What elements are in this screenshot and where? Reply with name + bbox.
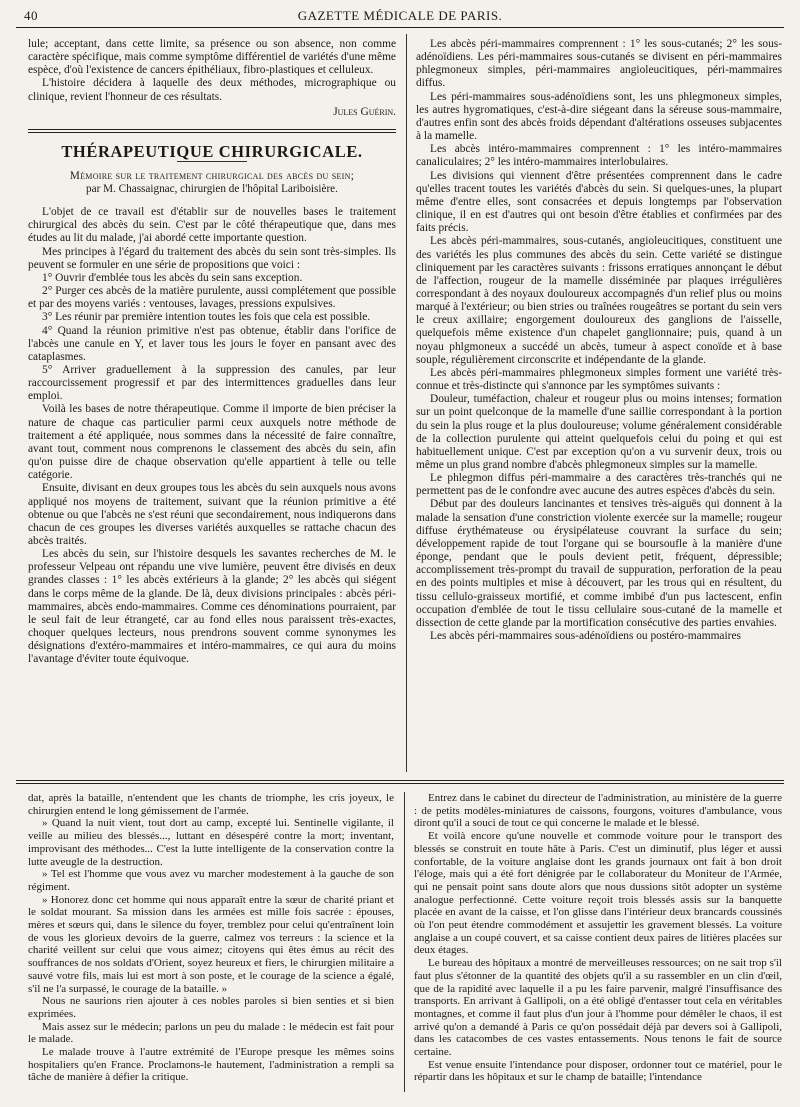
body-paragraph: Les abcès péri-mammaires, sous-cutanés, angioleucitiques, constituent une des variétés les plus communes des abcès du sein. Cette variété se distingue cliniquement par les caractères suivants : frissons erratiques annonçant le début de l'affection, rougeur de la mamelle disséminée par plaques irrégulières correspondant à des noyaux douloureux accompagnés d'un relief plus ou moins marqué à l'extérieur; ou bien stries ou traînées rougeâtres se portant du sein vers le creux axillaire; engorgement douloureux des ganglions de l'aisselle, quelquefois même existence d'un chapelet ganglionnaire; puis, quand à un noyau phlgmoneux a succédé un abcès, tumeur à aspect conoïde et à base souple, régulièrement circonscrite et indépendante de la glande. <box>416 235 782 366</box>
feuilleton-paragraph: » Honorez donc cet homme qui nous apparaît entre la sœur de charité priant et le soldat mourant. Sa mission dans les armées est mille fois sacrée : épouses, mères et sœurs qui, dans le silence du foyer, tremblez pour celui qu'entraînent loin de vous les glorieux devoirs de la guerre, calmez vos terreurs : la science et la charité veillent sur celui que vous aimez; citoyens qui êtes émus au récit des souffrances de nos soldats d'Orient, soyez heureux et fiers, le chirurgien militaire a sauvé votre fils, mais lui est mort à son poste, et le courage de la science a égalé, s'il ne l'a surpassé, le courage de la bataille. » <box>28 893 394 995</box>
body-paragraph: Ensuite, divisant en deux groupes tous les abcès du sein auxquels nous avons appliqué nos moyens de traitement, suivant que la réunion primitive a été obtenue ou que l'abcès ne s'est réuni que secondairement, nous indiquerons dans chacun de ces groupes les diverses variétés auxquelles se rattache chacun des abcès traités. <box>28 482 396 547</box>
feuilleton-paragraph: dat, après la bataille, n'entendent que les chants de triomphe, les cris joyeux, le chirurgien entend le long gémissement de l'armée. <box>28 792 394 817</box>
feuilleton-paragraph: Et voilà encore qu'une nouvelle et commode voiture pour le transport des blessés se construit en toute hâte à Paris. C'est un diminutif, plus léger et aussi confortable, de la voiture anglaise dont les grands journaux ont fait à bon droit l'éloge, mais qui a été fort dénigrée par le collaborateur du Moniteur de l'Armée, qui ne pensait point sans doute alors que nous dussions sitôt adopter un système analogue perfectionné. Cette voiture reçoit trois blessés assis sur la banquette placée en avant de la caisse, et l'on glisse dans l'intérieur deux brancards coussinés où l'on peut étendre commodément et assujettir les gravement blessés. La voiture anglaise a un coupé couvert, et sa caisse contient deux paires de litières placées sur deux étages. <box>414 830 782 957</box>
right-column-top <box>416 38 782 774</box>
feuilleton-rule <box>16 780 784 781</box>
body-paragraph: 4° Quand la réunion primitive n'est pas obtenue, établir dans l'orifice de l'abcès une canule en Y, et laver tous les jours le foyer en pansant avec des cataplasmes. <box>28 324 396 363</box>
section-separator <box>28 129 396 130</box>
author-signature: Jules Guérin. <box>333 105 396 118</box>
body-paragraph: Les abcès du sein, sur l'histoire desquels les savantes recherches de M. le professeur Velpeau ont répandu une vive lumière, peuvent être divisés en deux grandes classes : 1° les abcès extérieurs à la glande; 2° les abcès qui siégent dans le corps même de la glande. De là, deux divisions principales : abcès péri-mammaires, abcès endo-mammaires. Comme ces dénominations pourraient, par le seul fait de leur étrangeté, car au fond elles nous paraissent très-exactes, choquer quelques lecteurs, nous prendrons souvent comme synonymes les désignations d'extéro-mammaires et intéro-mammaires, ce qui aura du moins l'avantage d'éviter toute équivoque. <box>28 548 396 666</box>
column-divider <box>406 34 407 772</box>
journal-title: GAZETTE MÉDICALE DE PARIS. <box>297 8 503 23</box>
page-number: 40 <box>24 8 38 23</box>
body-paragraph: 2° Purger ces abcès de la matière purulente, aussi complétement que possible et par des moyens variés : ventouses, lavages, pressions expulsives. <box>28 285 396 311</box>
feuilleton-paragraph: Nous ne saurions rien ajouter à ces nobles paroles si bien senties et si bien exprimées. <box>28 995 394 1020</box>
intro-paragraph: lule; acceptant, dans cette limite, sa présence ou son absence, non comme caractère spécifique, mais comme symptôme différentiel de variétés d'une même espèce, d'où l'existence de cancers épithéliaux, fibro-plastiques et celluleux. <box>28 38 396 77</box>
feuilleton-paragraph: Mais assez sur le médecin; parlons un peu du malade : le médecin est fait pour le malade. <box>28 1020 394 1046</box>
left-column-top <box>28 38 396 774</box>
feuilleton-paragraph: Est venue ensuite l'intendance pour disposer, ordonner tout ce matériel, pour le répartir dans les hôpitaux et sur le champ de bataille; l'intendance <box>414 1058 782 1084</box>
body-paragraph: Les abcès péri-mammaires sous-adénoïdiens ou postéro-mammaires <box>430 630 741 643</box>
body-paragraph: Les divisions qui viennent d'être présentées comprennent dans le cadre qu'elles tracent toutes les variétés d'abcès du sein. Si quelques-unes, la plupart même d'entre elles, sont consacrées et depuis longtemps par l'observation clinique, il en est d'autres qui ont besoin d'être établies et confirmées par des faits précis. <box>416 169 782 235</box>
header-rule <box>16 27 784 28</box>
body-paragraph: 5° Arriver graduellement à la suppression des canules, par leur raccourcissement progressif et par des intermittences graduelles dans leur emploi. <box>28 363 396 403</box>
body-paragraph: 1° Ouvrir d'emblée tous les abcès du sein sans exception. <box>42 271 303 284</box>
feuilleton-paragraph: Le bureau des hôpitaux a montré de merveilleuses ressources; on ne sait trop s'il faut plus s'étonner de la quantité des objets qu'il a su rassembler en un clin d'œil, que de la rapidité avec laquelle il a pu les faire parvenir, malgré l'insuffisance des transports. En arrivant à Gallipoli, on a été obligé d'entasser tout cela en véritables montagnes, et comme il faut plus d'un jour à l'homme pour démêler le chaos, il est arrivé qu'on a demandé à Paris ce qu'on possédait déjà par devers soi à Gallipoli, dans les catacombes de ces vastes entassements. Nous tenons le fait de source certaine. <box>414 957 782 1059</box>
body-paragraph: Mes principes à l'égard du traitement des abcès du sein sont très-simples. Ils peuvent se formuler en une série de propositions que voici : <box>28 245 396 271</box>
feuilleton-paragraph: Entrez dans le cabinet du directeur de l'administration, au ministère de la guerre : de petits modèles-miniatures de caissons, fourgons, voitures d'ambulance, vous diront qu'il a souci de tout ce qui concerne le malade et le blessé. <box>414 792 782 830</box>
body-paragraph: Les abcès péri-mammaires comprennent : 1° les sous-cutanés; 2° les sous-adénoïdiens. Les péri-mammaires sous-cutanés se divisent en péri-mammaires phlegmoneux simples, péri-mammaires angioleucitiques, péri-mammaires diffus. <box>416 38 782 90</box>
body-paragraph: Début par des douleurs lancinantes et tensives très-aiguës qui donnent à la malade la sensation d'une constriction violente exercée sur la mamelle; rougeur diffuse érythémateuse ou érysipélateuse couvrant la surface du sein; développement rapide de tout l'organe qui se boursoufle à la manière d'une éponge, pendant que le pouls devient petit, fréquent, dépressible; accomplissement très-prompt du travail de suppuration, perforation de la peau en des points multiples et mise à découvert, par les trous qui en résultent, du tissu cellulo-graisseux mortifié, et comme imbibé d'un pus lactescent, enfin occupation d'emblée de tout le tissu cellulaire sous-cutané de la mamelle et dissection de cette glande par la mortification consécutive des parties envahies. <box>416 498 782 629</box>
feuilleton-paragraph: » Tel est l'homme que vous avez vu marcher modestement à la gauche de son régiment. <box>28 868 394 893</box>
page-header <box>16 4 784 26</box>
body-paragraph: 3° Les réunir par première intention toutes les fois que cela est possible. <box>42 311 371 324</box>
memoir-heading <box>28 170 396 196</box>
body-paragraph: Voilà les bases de notre thérapeutique. Comme il importe de bien préciser la nature de chaque cas particulier parmi ceux auxquels notre méthode de traitement a été appliquée, nous sommes dans la nécessité de faire connaître, avant tout, comment nous comprenons le classement des abcès du sein, afin qu'on puisse dire de chaque observation qu'elle appartient à telle ou telle catégorie. <box>28 403 396 482</box>
feuilleton-paragraph: » Quand la nuit vient, tout dort au camp, excepté lui. Sentinelle vigilante, il veille au milieu des blessés..., luttant en désespéré contre la mort; inventant, improvisant des méthodes... C'est la lutte intelligente de la conservation contre la lutte aveugle de la destruction. <box>28 817 394 868</box>
body-paragraph: Les abcès péri-mammaires phlegmoneux simples forment une variété très-connue et très-distincte qui s'annonce par les symptômes suivants : <box>416 366 782 393</box>
feuilleton-left <box>28 792 394 1092</box>
body-paragraph: Les péri-mammaires sous-adénoïdiens sont, les uns phlegmoneux simples, les autres hygromatiques, c'est-à-dire siégeant dans la séreuse sous-mammaire, d'autres enfin sont des abcès froids dépendant d'altérations osseuses subjacentes à la mamelle. <box>416 90 782 143</box>
memoir-title: Mémoire sur le traitement chirurgical des abcès du sein; <box>69 170 355 183</box>
feuilleton-rule <box>16 783 784 784</box>
section-separator <box>28 132 396 133</box>
body-paragraph: Le phlegmon diffus péri-mammaire a des caractères très-tranchés qui ne permettent pas de le confondre avec aucune des autres espèces d'abcès du sein. <box>416 472 782 498</box>
feuilleton-paragraph: Le malade trouve à l'autre extrémité de l'Europe presque les mêmes soins hospitaliers qu'en France. Proclamons-le hautement, l'administration a rempli sa tâche de manière à défier la critique. <box>28 1046 394 1084</box>
column-divider <box>404 792 405 1092</box>
body-paragraph: L'objet de ce travail est d'établir sur de nouvelles bases le traitement chirurgical des abcès du sein. C'est par le côté thérapeutique que, dans mes études au lit du malade, j'ai abordé cette importante question. <box>28 206 396 245</box>
title-rule <box>177 161 247 162</box>
feuilleton-right <box>414 792 782 1092</box>
section-title: THÉRAPEUTIQUE CHIRURGICALE. <box>61 141 363 161</box>
body-paragraph: Douleur, tuméfaction, chaleur et rougeur plus ou moins intenses; formation sur un point quelconque de la mamelle d'une saillie correspondant à la portion du sein la plus rouge et la plus douloureuse; volume généralement considérable de la collection purulente qui atteint quelquefois celui du poing et qui est habituellement unique. C'est par exception qu'on a vu survenir deux, trois ou même un plus grand nombre d'abcès phlegmoneux simples sur la mamelle. <box>416 393 782 471</box>
memoir-author: par M. Chassaignac, chirurgien de l'hôpital Lariboisière. <box>86 183 338 196</box>
body-paragraph: Les abcès intéro-mammaires comprennent : 1° les intéro-mammaires canaliculaires; 2° les intéro-mammaires interlobulaires. <box>416 143 782 169</box>
intro-paragraph: L'histoire décidera à laquelle des deux méthodes, micrographique ou clinique, revient l'honneur de ces résultats. <box>28 77 396 103</box>
